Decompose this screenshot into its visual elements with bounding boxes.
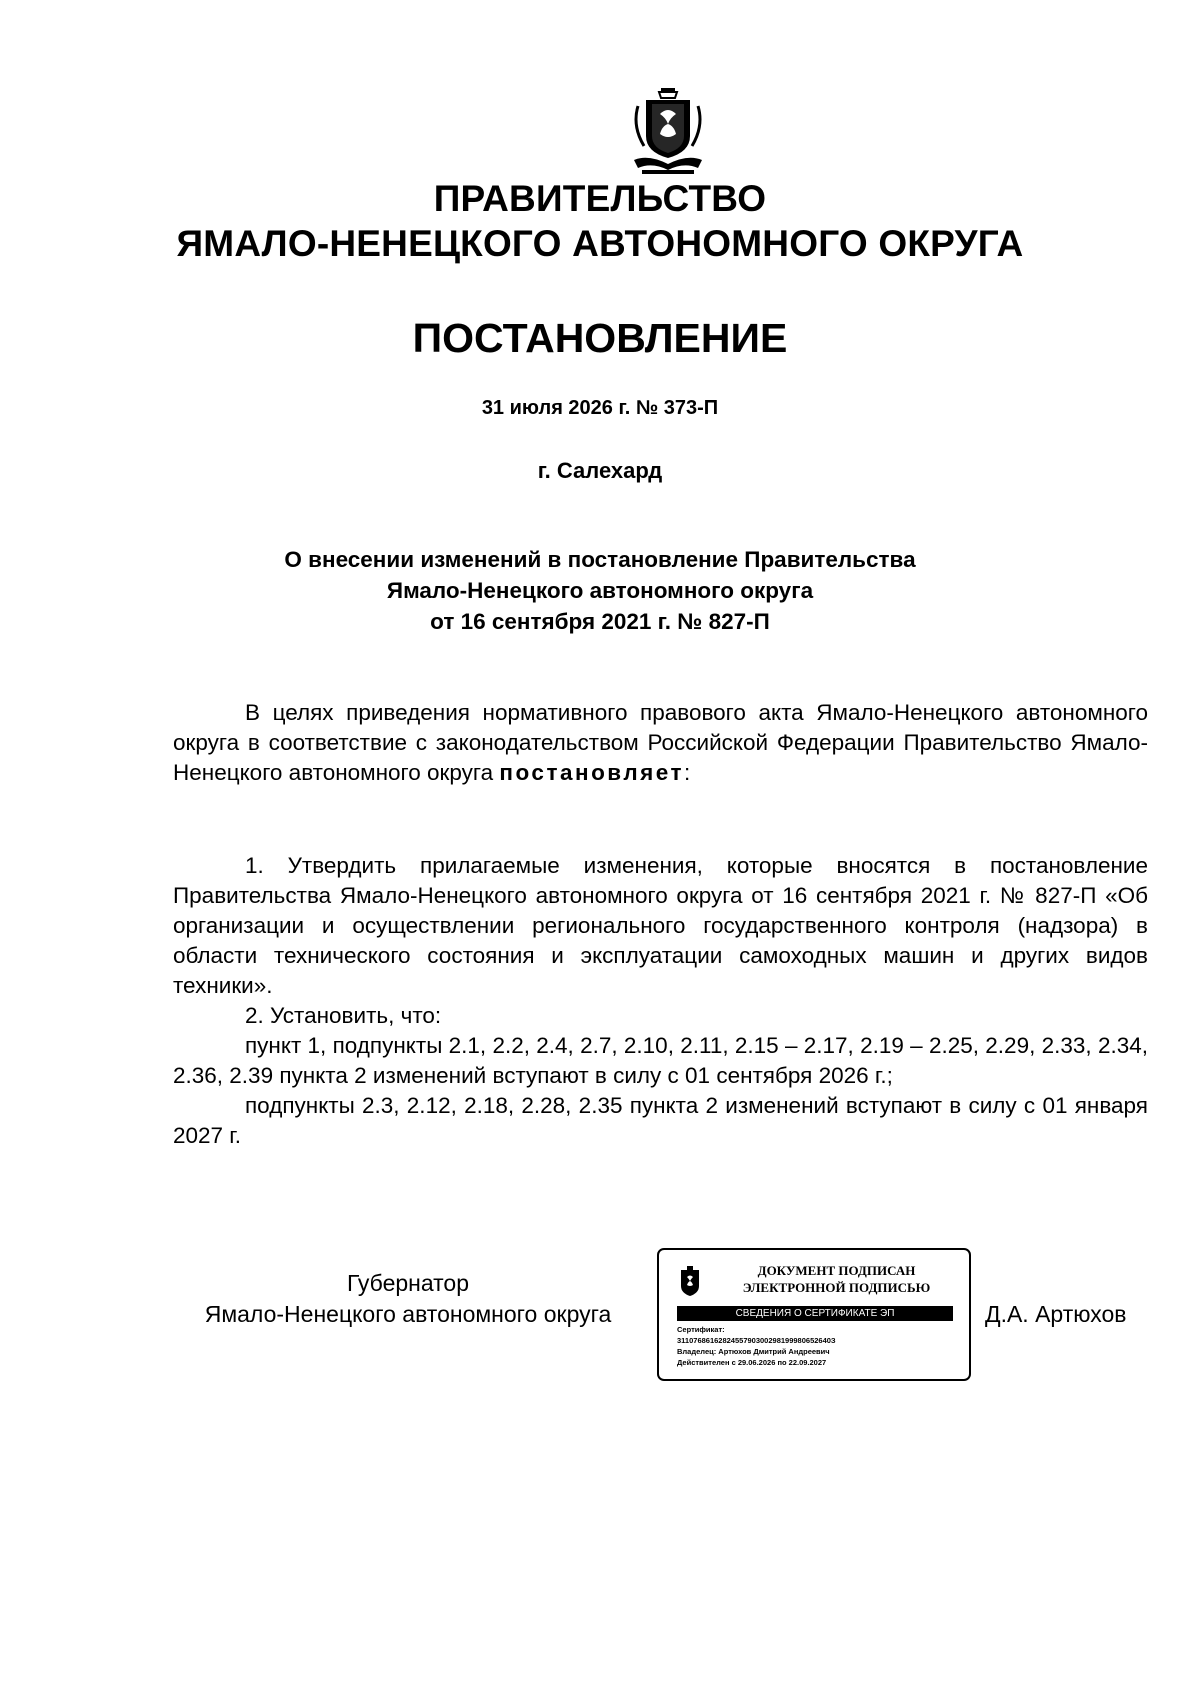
certificate-owner: Владелец: Артюхов Дмитрий Андреевич <box>677 1347 830 1356</box>
stamp-emblem-icon <box>677 1264 703 1298</box>
certificate-details <box>677 1324 962 1368</box>
certificate-label: Сертификат: <box>677 1325 725 1334</box>
signatory-name: Д.А. Артюхов <box>985 1301 1127 1327</box>
document-subject <box>0 544 1200 637</box>
subject-line: О внесении изменений в постановление Правительства <box>284 547 916 572</box>
certificate-validity: Действителен с 29.06.2026 по 22.09.2027 <box>677 1358 827 1367</box>
electronic-signature-stamp <box>657 1248 971 1381</box>
subject-line: Ямало-Ненецкого автономного округа <box>386 578 814 603</box>
stamp-heading-line: ЭЛЕКТРОННОЙ ПОДПИСЬЮ <box>742 1280 931 1295</box>
signatory-position-line: Ямало-Ненецкого автономного округа <box>204 1301 612 1327</box>
government-title-line2: ЯМАЛО-НЕНЕЦКОГО АВТОНОМНОГО ОКРУГА <box>176 223 1024 264</box>
resolution-items <box>173 851 1148 1151</box>
resolution-keyword: постановляет <box>499 760 685 785</box>
government-title-line1: ПРАВИТЕЛЬСТВО <box>433 178 767 219</box>
resolution-item: 2. Установить, что: <box>245 1003 442 1028</box>
subject-line: от 16 сентября 2021 г. № 827-П <box>430 609 770 634</box>
resolution-item: 1. Утвердить прилагаемые изменения, которые вносятся в постановление Правительства Ямало-Ненецкого автономного округа от 16 сентября 2021 г. № 827-П «Об организации и осуществлении регионального государственного контроля (надзора) в области технического состояния и эксплуатации самоходных машин и других видов техники». <box>173 853 1148 998</box>
city-of-issue: г. Салехард <box>537 458 663 483</box>
date-and-number: 31 июля 2026 г. № 373-П <box>481 397 719 419</box>
stamp-heading-line: ДОКУМЕНТ ПОДПИСАН <box>757 1263 916 1278</box>
document-type-title: ПОСТАНОВЛЕНИЕ <box>412 315 788 361</box>
resolution-item: подпункты 2.3, 2.12, 2.18, 2.28, 2.35 пункта 2 изменений вступают в силу с 01 января 2027 г. <box>173 1093 1148 1148</box>
signatory-position-line: Губернатор <box>346 1270 470 1296</box>
resolution-item: пункт 1, подпункты 2.1, 2.2, 2.4, 2.7, 2.10, 2.11, 2.15 – 2.17, 2.19 – 2.25, 2.29, 2.33, 2.34, 2.36, 2.39 пункта 2 изменений вступают в силу с 01 сентября 2026 г.; <box>173 1033 1148 1088</box>
certificate-number: 3110768616282455790300298199980652640З <box>677 1336 836 1345</box>
coat-of-arms-emblem <box>628 84 708 176</box>
preamble-colon: : <box>684 760 691 785</box>
preamble <box>173 698 1148 788</box>
preamble-paragraph <box>173 698 1148 788</box>
certificate-info-bar: СВЕДЕНИЯ О СЕРТИФИКАТЕ ЭП <box>677 1306 953 1321</box>
stamp-heading <box>709 1262 964 1296</box>
preamble-text: В целях приведения нормативного правового акта Ямало-Ненецкого автономного округа в соответствие с законодательством Российской Федерации Правительство Ямало-Ненецкого автономного округа <box>173 700 1148 785</box>
signatory-position <box>173 1268 643 1330</box>
